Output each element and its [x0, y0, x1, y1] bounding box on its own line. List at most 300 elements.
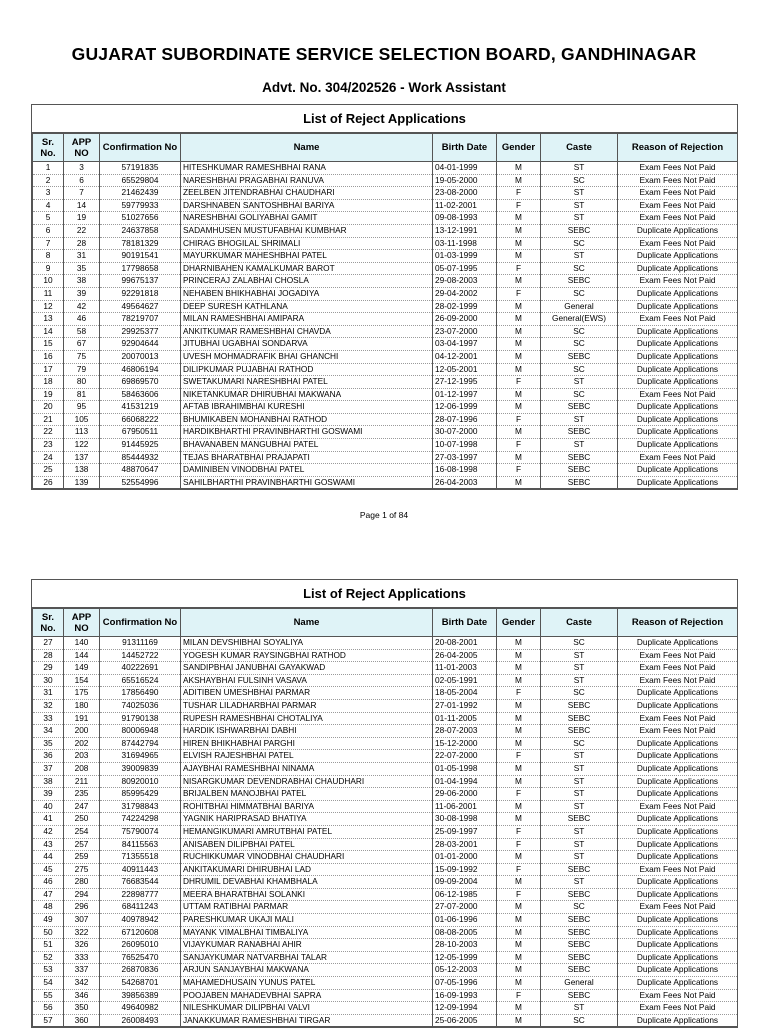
sr-no-cell: 23 [33, 439, 64, 452]
table-row [33, 926, 738, 939]
app-no-cell: 208 [64, 762, 100, 775]
caste-cell: General [541, 977, 618, 990]
app-no-cell: 139 [64, 476, 100, 489]
caste-cell: SC [541, 737, 618, 750]
app-no-cell: 360 [64, 1014, 100, 1027]
reason-of-rejection-cell: Duplicate Applications [618, 851, 738, 864]
reject-table-page-2 [31, 579, 738, 1028]
sr-no-cell: 46 [33, 876, 64, 889]
caste-cell: ST [541, 876, 618, 889]
table-row [33, 162, 738, 175]
caste-cell: SEBC [541, 989, 618, 1002]
table-row [33, 964, 738, 977]
app-no-cell: 7 [64, 187, 100, 200]
caste-cell: SEBC [541, 224, 618, 237]
sr-no-cell: 40 [33, 800, 64, 813]
sr-no-cell: 11 [33, 287, 64, 300]
page-number: Page 1 of 84 [359, 510, 409, 520]
sr-no-cell: 17 [33, 363, 64, 376]
reject-applications-table [32, 133, 738, 489]
app-no-cell: 138 [64, 464, 100, 477]
gender-cell: M [497, 162, 541, 175]
name-cell: ZEELBEN JITENDRABHAI CHAUDHARI [181, 187, 433, 200]
caste-cell: ST [541, 825, 618, 838]
confirmation-no-cell: 75790074 [100, 825, 181, 838]
table-row [33, 674, 738, 687]
sr-no-cell: 10 [33, 275, 64, 288]
reason-of-rejection-cell: Duplicate Applications [618, 439, 738, 452]
table-row [33, 637, 738, 650]
reason-of-rejection-cell: Duplicate Applications [618, 325, 738, 338]
birth-date-cell: 09-08-1993 [433, 212, 497, 225]
sr-no-cell: 16 [33, 350, 64, 363]
confirmation-no-cell: 49640982 [100, 1002, 181, 1015]
gender-cell: M [497, 212, 541, 225]
table-row [33, 662, 738, 675]
name-cell: NIKETANKUMAR DHIRUBHAI MAKWANA [181, 388, 433, 401]
caste-cell: SEBC [541, 712, 618, 725]
app-no-cell: 275 [64, 863, 100, 876]
confirmation-no-cell: 17798658 [100, 262, 181, 275]
app-no-cell: 46 [64, 313, 100, 326]
app-no-cell: 333 [64, 951, 100, 964]
sr-no-cell: 15 [33, 338, 64, 351]
birth-date-cell: 29-06-2000 [433, 788, 497, 801]
birth-date-cell: 16-08-1998 [433, 464, 497, 477]
birth-date-cell: 23-08-2000 [433, 187, 497, 200]
birth-date-cell: 06-12-1985 [433, 888, 497, 901]
caste-cell: SC [541, 325, 618, 338]
gender-cell: M [497, 300, 541, 313]
table-row [33, 800, 738, 813]
confirmation-no-cell: 78181329 [100, 237, 181, 250]
reason-of-rejection-cell: Exam Fees Not Paid [618, 174, 738, 187]
caste-cell: SC [541, 1014, 618, 1027]
caste-cell: SEBC [541, 426, 618, 439]
caste-cell: General(EWS) [541, 313, 618, 326]
confirmation-no-cell: 65516524 [100, 674, 181, 687]
confirmation-no-cell: 39009839 [100, 762, 181, 775]
gender-cell: M [497, 313, 541, 326]
app-no-cell: 58 [64, 325, 100, 338]
reason-of-rejection-cell: Exam Fees Not Paid [618, 388, 738, 401]
column-header-name: Name [181, 134, 433, 162]
reason-of-rejection-cell: Duplicate Applications [618, 262, 738, 275]
board-title: GUJARAT SUBORDINATE SERVICE SELECTION BOARD, GANDHINAGAR [71, 44, 697, 64]
confirmation-no-cell: 84115563 [100, 838, 181, 851]
reason-of-rejection-cell: Duplicate Applications [618, 376, 738, 389]
app-no-cell: 3 [64, 162, 100, 175]
gender-cell: M [497, 813, 541, 826]
table-row [33, 413, 738, 426]
name-cell: VIJAYKUMAR RANABHAI AHIR [181, 939, 433, 952]
birth-date-cell: 26-04-2005 [433, 649, 497, 662]
confirmation-no-cell: 29925377 [100, 325, 181, 338]
reason-of-rejection-cell: Duplicate Applications [618, 287, 738, 300]
sr-no-cell: 50 [33, 926, 64, 939]
confirmation-no-cell: 74224298 [100, 813, 181, 826]
confirmation-no-cell: 59779933 [100, 199, 181, 212]
app-no-cell: 280 [64, 876, 100, 889]
birth-date-cell: 18-05-2004 [433, 687, 497, 700]
sr-no-cell: 32 [33, 699, 64, 712]
table-row [33, 989, 738, 1002]
app-no-cell: 203 [64, 750, 100, 763]
confirmation-no-cell: 17856490 [100, 687, 181, 700]
birth-date-cell: 03-04-1997 [433, 338, 497, 351]
birth-date-cell: 03-11-1998 [433, 237, 497, 250]
table-row [33, 699, 738, 712]
gender-cell: F [497, 888, 541, 901]
confirmation-no-cell: 52554996 [100, 476, 181, 489]
birth-date-cell: 02-05-1991 [433, 674, 497, 687]
confirmation-no-cell: 76525470 [100, 951, 181, 964]
birth-date-cell: 12-06-1999 [433, 401, 497, 414]
name-cell: SADAMHUSEN MUSTUFABHAI KUMBHAR [181, 224, 433, 237]
app-no-cell: 257 [64, 838, 100, 851]
confirmation-no-cell: 51027656 [100, 212, 181, 225]
gender-cell: M [497, 275, 541, 288]
birth-date-cell: 15-09-1992 [433, 863, 497, 876]
table-row [33, 237, 738, 250]
gender-cell: M [497, 725, 541, 738]
sr-no-cell: 56 [33, 1002, 64, 1015]
caste-cell: ST [541, 750, 618, 763]
app-no-cell: 346 [64, 989, 100, 1002]
birth-date-cell: 01-01-2000 [433, 851, 497, 864]
reason-of-rejection-cell: Duplicate Applications [618, 250, 738, 263]
confirmation-no-cell: 71355518 [100, 851, 181, 864]
table-row [33, 275, 738, 288]
app-no-cell: 35 [64, 262, 100, 275]
confirmation-no-cell: 57191835 [100, 162, 181, 175]
sr-no-cell: 35 [33, 737, 64, 750]
reason-of-rejection-cell: Duplicate Applications [618, 838, 738, 851]
gender-cell: M [497, 649, 541, 662]
birth-date-cell: 13-12-1991 [433, 224, 497, 237]
name-cell: NEHABEN BHIKHABHAI JOGADIYA [181, 287, 433, 300]
app-no-cell: 39 [64, 287, 100, 300]
gender-cell: M [497, 476, 541, 489]
sr-no-cell: 43 [33, 838, 64, 851]
confirmation-no-cell: 67120608 [100, 926, 181, 939]
caste-cell: ST [541, 212, 618, 225]
birth-date-cell: 15-12-2000 [433, 737, 497, 750]
birth-date-cell: 16-09-1993 [433, 989, 497, 1002]
sr-no-cell: 47 [33, 888, 64, 901]
sr-no-cell: 9 [33, 262, 64, 275]
app-no-cell: 137 [64, 451, 100, 464]
gender-cell: M [497, 388, 541, 401]
gender-cell: M [497, 951, 541, 964]
table-row [33, 876, 738, 889]
name-cell: MAYURKUMAR MAHESHBHAI PATEL [181, 250, 433, 263]
gender-cell: F [497, 187, 541, 200]
app-no-cell: 140 [64, 637, 100, 650]
reason-of-rejection-cell: Duplicate Applications [618, 363, 738, 376]
caste-cell: SEBC [541, 350, 618, 363]
reason-of-rejection-cell: Duplicate Applications [618, 951, 738, 964]
sr-no-cell: 13 [33, 313, 64, 326]
confirmation-no-cell: 24637858 [100, 224, 181, 237]
birth-date-cell: 07-05-1996 [433, 977, 497, 990]
gender-cell: F [497, 838, 541, 851]
column-header-reason-of-rejection: Reason of Rejection [618, 134, 738, 162]
name-cell: JITUBHAI UGABHAI SONDARVA [181, 338, 433, 351]
reason-of-rejection-cell: Exam Fees Not Paid [618, 863, 738, 876]
caste-cell: ST [541, 649, 618, 662]
reason-of-rejection-cell: Exam Fees Not Paid [618, 451, 738, 464]
table-row [33, 775, 738, 788]
name-cell: ELVISH RAJESHBHAI PATEL [181, 750, 433, 763]
sr-no-cell: 54 [33, 977, 64, 990]
app-no-cell: 42 [64, 300, 100, 313]
table-title: List of Reject Applications [32, 580, 737, 608]
name-cell: ANKITAKUMARI DHIRUBHAI LAD [181, 863, 433, 876]
app-no-cell: 247 [64, 800, 100, 813]
sr-no-cell: 57 [33, 1014, 64, 1027]
app-no-cell: 254 [64, 825, 100, 838]
caste-cell: ST [541, 838, 618, 851]
caste-cell: SC [541, 287, 618, 300]
app-no-cell: 14 [64, 199, 100, 212]
sr-no-cell: 41 [33, 813, 64, 826]
confirmation-no-cell: 22898777 [100, 888, 181, 901]
confirmation-no-cell: 40978942 [100, 914, 181, 927]
name-cell: NARESHBHAI PRAGABHAI RANUVA [181, 174, 433, 187]
reason-of-rejection-cell: Duplicate Applications [618, 750, 738, 763]
app-no-cell: 211 [64, 775, 100, 788]
name-cell: SANJAYKUMAR NATVARBHAI TALAR [181, 951, 433, 964]
confirmation-no-cell: 69869570 [100, 376, 181, 389]
table-row [33, 649, 738, 662]
name-cell: AJAYBHAI RAMESHBHAI NINAMA [181, 762, 433, 775]
caste-cell: ST [541, 662, 618, 675]
table-title: List of Reject Applications [32, 105, 737, 133]
birth-date-cell: 01-04-1994 [433, 775, 497, 788]
gender-cell: M [497, 451, 541, 464]
app-no-cell: 38 [64, 275, 100, 288]
name-cell: BHUMIKABEN MOHANBHAI RATHOD [181, 413, 433, 426]
table-row [33, 174, 738, 187]
table-row [33, 325, 738, 338]
table-row [33, 224, 738, 237]
birth-date-cell: 01-05-1998 [433, 762, 497, 775]
confirmation-no-cell: 41531219 [100, 401, 181, 414]
confirmation-no-cell: 14452722 [100, 649, 181, 662]
reason-of-rejection-cell: Duplicate Applications [618, 401, 738, 414]
birth-date-cell: 11-01-2003 [433, 662, 497, 675]
confirmation-no-cell: 76683544 [100, 876, 181, 889]
gender-cell: M [497, 901, 541, 914]
table-row [33, 262, 738, 275]
birth-date-cell: 01-12-1997 [433, 388, 497, 401]
gender-cell: F [497, 464, 541, 477]
confirmation-no-cell: 48870647 [100, 464, 181, 477]
app-no-cell: 259 [64, 851, 100, 864]
caste-cell: SC [541, 338, 618, 351]
gender-cell: M [497, 939, 541, 952]
confirmation-no-cell: 67950511 [100, 426, 181, 439]
gender-cell: M [497, 363, 541, 376]
birth-date-cell: 30-08-1998 [433, 813, 497, 826]
reason-of-rejection-cell: Exam Fees Not Paid [618, 712, 738, 725]
app-no-cell: 122 [64, 439, 100, 452]
gender-cell: F [497, 439, 541, 452]
sr-no-cell: 7 [33, 237, 64, 250]
table-row [33, 737, 738, 750]
name-cell: DARSHNABEN SANTOSHBHAI BARIYA [181, 199, 433, 212]
app-no-cell: 6 [64, 174, 100, 187]
caste-cell: SEBC [541, 863, 618, 876]
reason-of-rejection-cell: Duplicate Applications [618, 737, 738, 750]
confirmation-no-cell: 20070013 [100, 350, 181, 363]
sr-no-cell: 30 [33, 674, 64, 687]
caste-cell: SC [541, 637, 618, 650]
caste-cell: ST [541, 162, 618, 175]
gender-cell: M [497, 250, 541, 263]
reason-of-rejection-cell: Exam Fees Not Paid [618, 199, 738, 212]
birth-date-cell: 28-07-1996 [433, 413, 497, 426]
gender-cell: M [497, 662, 541, 675]
sr-no-cell: 24 [33, 451, 64, 464]
app-no-cell: 191 [64, 712, 100, 725]
name-cell: NILESHKUMAR DILIPBHAI VALVI [181, 1002, 433, 1015]
birth-date-cell: 26-09-2000 [433, 313, 497, 326]
app-no-cell: 342 [64, 977, 100, 990]
column-header-confirmation-no: Confirmation No [100, 134, 181, 162]
birth-date-cell: 08-08-2005 [433, 926, 497, 939]
column-header-name: Name [181, 609, 433, 637]
reason-of-rejection-cell: Exam Fees Not Paid [618, 662, 738, 675]
table-row [33, 300, 738, 313]
name-cell: RUPESH RAMESHBHAI CHOTALIYA [181, 712, 433, 725]
sr-no-cell: 25 [33, 464, 64, 477]
birth-date-cell: 26-04-2003 [433, 476, 497, 489]
table-row [33, 376, 738, 389]
birth-date-cell: 01-03-1999 [433, 250, 497, 263]
birth-date-cell: 12-05-2001 [433, 363, 497, 376]
table-row [33, 838, 738, 851]
confirmation-no-cell: 92291818 [100, 287, 181, 300]
caste-cell: ST [541, 199, 618, 212]
app-no-cell: 75 [64, 350, 100, 363]
gender-cell: M [497, 350, 541, 363]
sr-no-cell: 21 [33, 413, 64, 426]
name-cell: JANAKKUMAR RAMESHBHAI TIRGAR [181, 1014, 433, 1027]
table-row [33, 250, 738, 263]
app-no-cell: 235 [64, 788, 100, 801]
table-row [33, 451, 738, 464]
sr-no-cell: 39 [33, 788, 64, 801]
gender-cell: F [497, 989, 541, 1002]
app-no-cell: 250 [64, 813, 100, 826]
confirmation-no-cell: 66068222 [100, 413, 181, 426]
app-no-cell: 149 [64, 662, 100, 675]
caste-cell: ST [541, 1002, 618, 1015]
app-no-cell: 180 [64, 699, 100, 712]
name-cell: MAHAMEDHUSAIN YUNUS PATEL [181, 977, 433, 990]
reason-of-rejection-cell: Duplicate Applications [618, 977, 738, 990]
birth-date-cell: 25-09-1997 [433, 825, 497, 838]
app-no-cell: 337 [64, 964, 100, 977]
sr-no-cell: 36 [33, 750, 64, 763]
reason-of-rejection-cell: Duplicate Applications [618, 338, 738, 351]
reason-of-rejection-cell: Duplicate Applications [618, 637, 738, 650]
app-no-cell: 19 [64, 212, 100, 225]
name-cell: HEMANGIKUMARI AMRUTBHAI PATEL [181, 825, 433, 838]
name-cell: BRIJALBEN MANOJBHAI PATEL [181, 788, 433, 801]
confirmation-no-cell: 91445925 [100, 439, 181, 452]
name-cell: PARESHKUMAR UKAJI MALI [181, 914, 433, 927]
caste-cell: SEBC [541, 464, 618, 477]
app-no-cell: 28 [64, 237, 100, 250]
name-cell: SWETAKUMARI NARESHBHAI PATEL [181, 376, 433, 389]
name-cell: MAYANK VIMALBHAI TIMBALIYA [181, 926, 433, 939]
birth-date-cell: 30-07-2000 [433, 426, 497, 439]
gender-cell: M [497, 800, 541, 813]
column-header-gender: Gender [497, 134, 541, 162]
caste-cell: SEBC [541, 964, 618, 977]
birth-date-cell: 12-09-1994 [433, 1002, 497, 1015]
app-no-cell: 144 [64, 649, 100, 662]
name-cell: NISARGKUMAR DEVENDRABHAI CHAUDHARI [181, 775, 433, 788]
reason-of-rejection-cell: Duplicate Applications [618, 813, 738, 826]
table-row [33, 212, 738, 225]
table-row [33, 977, 738, 990]
confirmation-no-cell: 91311169 [100, 637, 181, 650]
caste-cell: SEBC [541, 888, 618, 901]
gender-cell: M [497, 762, 541, 775]
gender-cell: F [497, 687, 541, 700]
reason-of-rejection-cell: Duplicate Applications [618, 876, 738, 889]
reason-of-rejection-cell: Exam Fees Not Paid [618, 187, 738, 200]
name-cell: ADITIBEN UMESHBHAI PARMAR [181, 687, 433, 700]
sr-no-cell: 14 [33, 325, 64, 338]
sr-no-cell: 18 [33, 376, 64, 389]
name-cell: SAHILBHARTHI PRAVINBHARTHI GOSWAMI [181, 476, 433, 489]
gender-cell: M [497, 1014, 541, 1027]
table-row [33, 199, 738, 212]
reason-of-rejection-cell: Exam Fees Not Paid [618, 1002, 738, 1015]
app-no-cell: 307 [64, 914, 100, 927]
reason-of-rejection-cell: Exam Fees Not Paid [618, 725, 738, 738]
caste-cell: SC [541, 901, 618, 914]
app-no-cell: 154 [64, 674, 100, 687]
birth-date-cell: 12-05-1999 [433, 951, 497, 964]
name-cell: DHRUMIL DEVABHAI KHAMBHALA [181, 876, 433, 889]
sr-no-cell: 1 [33, 162, 64, 175]
table-row [33, 363, 738, 376]
caste-cell: General [541, 300, 618, 313]
confirmation-no-cell: 40911443 [100, 863, 181, 876]
sr-no-cell: 29 [33, 662, 64, 675]
sr-no-cell: 3 [33, 187, 64, 200]
confirmation-no-cell: 21462439 [100, 187, 181, 200]
caste-cell: SC [541, 262, 618, 275]
gender-cell: M [497, 338, 541, 351]
reason-of-rejection-cell: Duplicate Applications [618, 413, 738, 426]
reason-of-rejection-cell: Duplicate Applications [618, 426, 738, 439]
birth-date-cell: 27-12-1995 [433, 376, 497, 389]
column-header-birth-date: Birth Date [433, 609, 497, 637]
table-row [33, 350, 738, 363]
table-row [33, 1014, 738, 1027]
table-row [33, 1002, 738, 1015]
birth-date-cell: 05-07-1995 [433, 262, 497, 275]
name-cell: ANISABEN DILIPBHAI PATEL [181, 838, 433, 851]
app-no-cell: 79 [64, 363, 100, 376]
